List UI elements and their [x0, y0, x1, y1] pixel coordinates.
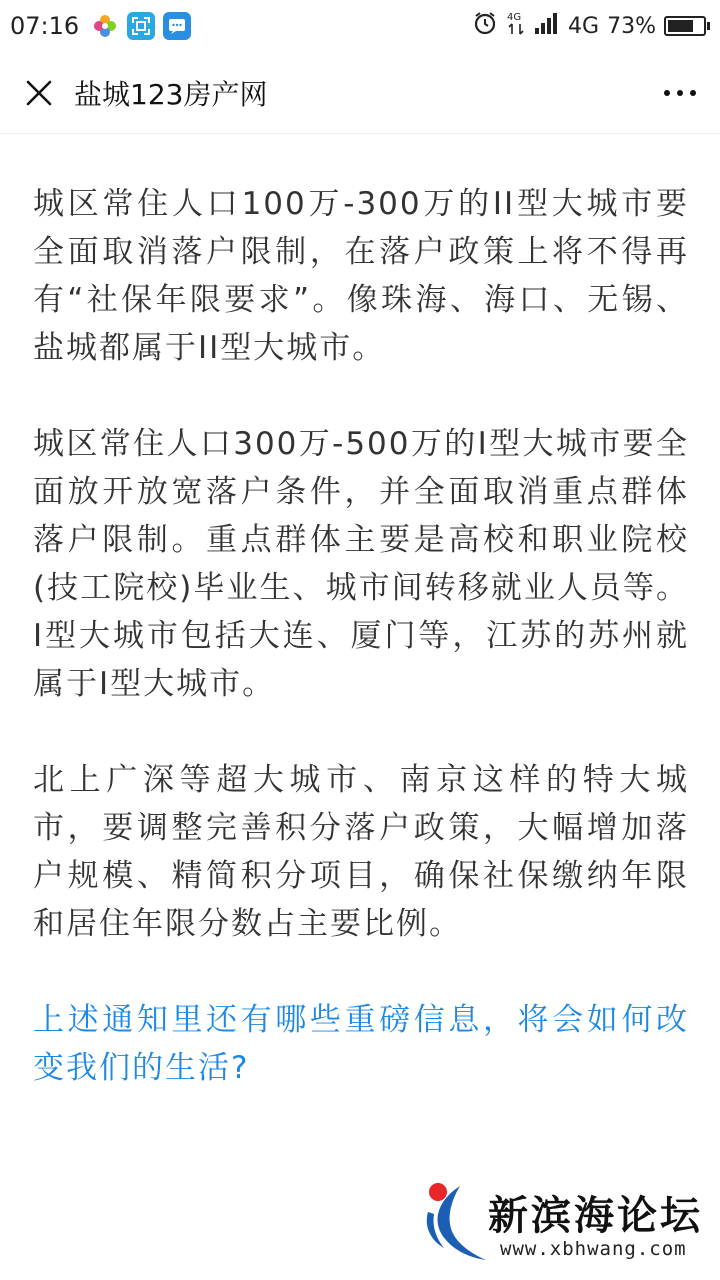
close-icon	[25, 79, 53, 107]
close-button[interactable]	[4, 52, 74, 134]
title-bar	[0, 52, 720, 134]
watermark-url: www.xbhwang.com	[500, 1238, 687, 1260]
watermark	[420, 1178, 715, 1270]
watermark-title: 新滨海论坛	[488, 1193, 703, 1239]
more-icon	[662, 88, 698, 98]
message-app-icon	[163, 12, 191, 40]
status-bar	[0, 0, 720, 52]
lte-icon	[506, 10, 526, 42]
article-paragraph: 城区常住人口100万-300万的II型大城市要全面取消落户限制，在落户政策上将不得再有“社保年限要求”。像珠海、海口、无锡、盐城都属于II型大城市。	[33, 186, 689, 366]
svg-text:4G: 4G	[507, 12, 522, 23]
article-paragraph: 城区常住人口300万-500万的I型大城市要全面放开放宽落户条件，并全面取消重点群体落户限制。重点群体主要是高校和职业院校(技工院校)毕业生、城市间转移就业人员等。I型大城市包括大连、厦门等，江苏的苏州就属于I型大城市。	[33, 426, 689, 702]
network-label: 4G	[568, 13, 600, 39]
battery-icon	[664, 16, 710, 36]
battery-percent: 73%	[607, 13, 656, 39]
signal-icon	[534, 11, 560, 41]
status-indicators	[472, 10, 710, 42]
more-button[interactable]	[640, 52, 720, 134]
status-time: 07:16	[10, 12, 80, 40]
watermark-logo-icon	[420, 1178, 490, 1270]
article-paragraph: 北上广深等超大城市、南京这样的特大城市，要调整完善积分落户政策，大幅增加落户规模、精简积分项目，确保社保缴纳年限和居住年限分数占主要比例。	[33, 762, 689, 942]
highlight-question: 上述通知里还有哪些重磅信息，将会如何改变我们的生活?	[33, 1002, 689, 1086]
article-body	[33, 180, 689, 1092]
scan-app-icon	[127, 12, 155, 40]
alarm-icon	[472, 10, 498, 42]
battery-level	[668, 20, 693, 32]
page-title: 盐城123房产网	[74, 77, 268, 111]
flower-app-icon	[91, 12, 119, 40]
